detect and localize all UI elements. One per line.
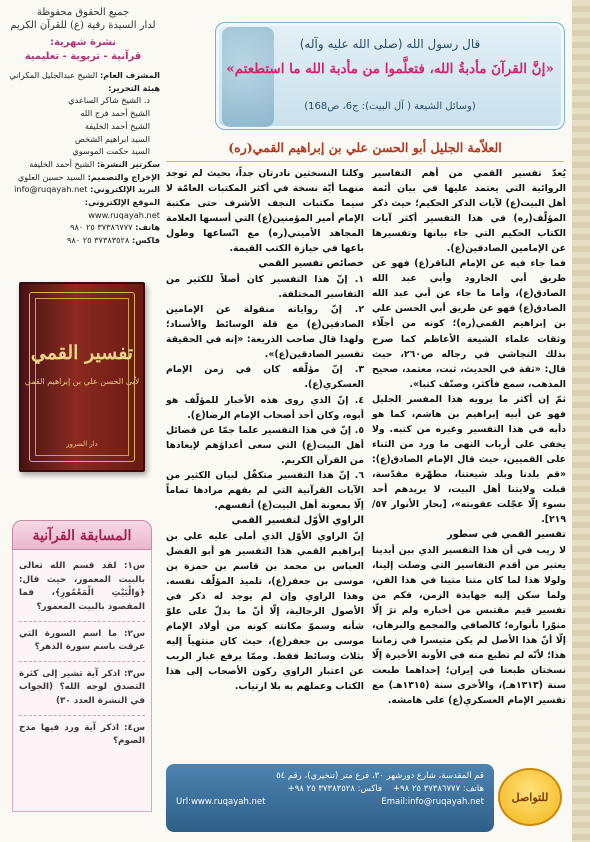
quiz-question: س٣: اذكر آية تشير إلى كثرة التصدق لوجه الله؟ (الجواب في النشرة العدد ٣٠) xyxy=(19,662,145,716)
board-member: الشيخ أحمد الخليفة xyxy=(84,120,150,131)
contact-links xyxy=(176,796,484,809)
footer-phone-label: هاتف: xyxy=(462,784,484,795)
gm-name: الشيخ عبدالجليل المكراني xyxy=(9,70,98,80)
footer-fax: ٣٧٣٨٣٥٢٨ ٢٥ ٩٨+ xyxy=(287,784,355,795)
article-paragraph: لا ريب في أن هذا التفسير الذي بين أيدينا يعتبر من أقدم التفاسير التي وصلت إلينا، ولولا هذا لما كان متنا متينا في هذا الفن، ولما سكن إليه جهابذة الزمن، فكم من تفسير قيم مقتبس من أخباره ولم ترَ إلّا منوّرا بأنواره؛ كالصافي والمجمع والبرهان، إلّا أنّ هذا الأصل لم يكن متيسرا في زماننا هذا؛ لأنّه لم تطبع منه في الأونة الأخيرة إلّا نسختان طبعتا في إيران؛ إحداهما طبعت سنة (١٣١٣هـ)، والأخرى سنة (١٣١٥هـ) مع تفسير الإمام العسكري(ع) على هامشه. xyxy=(372,544,566,707)
board-member: د. الشيخ شاكر الساعدي xyxy=(68,95,150,106)
section-heading: تفسير القمي في سطور xyxy=(447,529,566,541)
board-label: هيئة التحرير: xyxy=(108,82,160,93)
book-subtitle: لأبي الحسن علي بن إبراهيم القمي xyxy=(24,377,140,386)
contact-footer xyxy=(166,764,566,832)
hadith-source: (وسائل الشيعة ( آل البيت): ج6، ص168) xyxy=(304,101,476,112)
article-paragraph: ٢. إنّ رواياته منقولة عن الإمامين الصادقين(ع) مع قلة الوسائط والأسناد؛ ولهذا قال صاحب الذريعة: «إنه في الحقيقة تفسير الصادقين(ع)». xyxy=(166,304,364,361)
newsletter-type xyxy=(6,36,160,63)
article-paragraph: ٣. إنّ مؤلّفه كان في زمن الإمام العسكري(ع). xyxy=(166,364,364,391)
section-heading: الراوي الأوّل لتفسير القمي xyxy=(231,514,364,526)
board-member: الشيخ أحمد فرج الله xyxy=(80,108,150,119)
footer-email-link[interactable]: Email:info@ruqayah.net xyxy=(381,797,484,808)
publisher-text: لدار السيدة رقية (ع) للقرآن الكريم xyxy=(10,20,156,31)
contact-address: قم المقدسة، شارع دورشهر ٣٠، فرع متر (تنخيري)، رقم ٥٤ xyxy=(276,771,484,781)
design-label: الإخراج والتصميم: xyxy=(87,171,160,182)
article-paragraph: ٦. إنّ هذا التفسير متكفّل لبيان الكثير من الآيات القرآنية التي لم يفهم مرادها تماماً إلّا بمعونة أهل البيت(ع) أنفسهم. xyxy=(166,469,364,511)
quiz-question: س٢: ما اسم السورة التي عرفت باسم سورة الدهر؟ xyxy=(19,622,145,662)
email-link[interactable]: info@ruqayah.net xyxy=(14,184,88,195)
contact-phones xyxy=(176,783,484,796)
newsletter-topics: قرآنية - تربوية - تعليمية xyxy=(24,50,142,62)
quiz-question: س٤: اذكر آية ورد فيها مدح الصوم؟ xyxy=(19,722,145,747)
article-title: العلاّمة الجليل أبو الحسن علي بن إبراهيم القمي(ره) xyxy=(166,140,564,162)
contact-badge: للتواصل xyxy=(498,768,562,826)
article-paragraph: وكلتا النسختين نادرتان جداً، بحيث لم توجد منهما أيّة نسخة في أكثر المكتبات العامّة لا سيما مكتبات النجف الأشرف حتى مكتبة الإمام أمير المؤمنين(ع) التي أسسها العلامة المجاهد الأميني(ره) مع اتّساعها وطول باعها في حيازة الكتب القيمة. xyxy=(166,168,364,255)
article-paragraph: إنّ الراوي الأوّل الذي أملى عليه علي بن إبراهيم القمي هذا التفسير هو أبو الفضل العباس بن محمد بن قاسم بن حمزة بن موسى بن جعفر(ع)، تلميذ المؤلّف نفسه. وهذا الراوي وإن لم يوجد له ذكر في الأصول الرجالية، إلّا أنّ ما يدلّ على علوّ شأنه وسموّ مكانته كونه من أولاد الإمام موسى بن جعفر(ع)، حيث كان منتهياً إليه بثلاث وسائط فقط. وممّا يرفع غبار الريب عن اعتبار الراوي ركون الأصحاب إلى هذا الكتاب وعملهم به بلا ارتياب. xyxy=(166,530,364,693)
decorative-border xyxy=(572,0,590,842)
fax-label: فاكس: xyxy=(131,235,160,246)
article-column-left xyxy=(166,166,364,694)
quiz-title: المسابقة القرآنية xyxy=(12,520,152,550)
board-member: السيد ابراهيم الشخص xyxy=(74,133,150,144)
fax-number: ٣٧٣٨٣٥٢٨ ٢٥ ٩٨٠ xyxy=(66,235,130,246)
article-column-right xyxy=(372,166,566,709)
footer-fax-label: فاكس: xyxy=(357,784,383,795)
hadith-text: «إنَّ القرآنَ مأدبةُ الله، فتعلَّموا من مأدبة الله ما استطعتم» xyxy=(226,61,554,77)
design-name: السيد حسين العلوي xyxy=(17,171,86,182)
quiz-body xyxy=(12,550,152,812)
phone-number: ٣٧٣٨٦٧٧٧ ٢٥ ٩٨٠ xyxy=(70,222,133,233)
masthead xyxy=(6,6,160,32)
article-paragraph: فما جاء فيه عن الإمام الباقر(ع) فهو عن طريق أبي الجارود وأبي عبد الله الصادق(ع)، وأما ما جاء عن أبي عبد الله الصادق(ع) فهو عن طريق أبي الحسن علي بن إبراهيم القمي(ره)؛ كونه من أجلّاء وثقات علماء الشيعة الأعاظم كما صرح بذلك النجاشي في رجاله ص٢٦٠، حيث قال: «ثقة في الحديث، ثبت، معتمد، صحيح المذهب، سمع فأكثر، وصنّف كتبا». xyxy=(372,258,567,390)
hadith-attribution: قال رسول الله (صلى الله عليه وآله) xyxy=(299,37,481,51)
secretary-name: الشيخ أحمد الخليفة xyxy=(29,158,95,169)
section-heading: خصائص تفسير القمي xyxy=(258,258,364,270)
footer-phone: ٣٧٣٨٦٧٧٧ ٢٥ ٩٨+ xyxy=(392,784,461,795)
quiz-question: س١: لقد قسم الله تعالى بالبيت المعمور، حيث قال: ﴿وَالْبَيْتِ الْمَعْمُورِ﴾، فما المقصود بالبيت المعمور؟ xyxy=(19,554,145,622)
phone-label: هاتف: xyxy=(135,222,160,233)
footer-url-link[interactable]: Url:www.ruqayah.net xyxy=(176,797,266,808)
book-publisher: دار السرور xyxy=(66,440,98,448)
board-member: السيد حكمت الموسوي xyxy=(72,146,150,157)
article-paragraph: يُعدّ تفسير القمي من أهم التفاسير الروائية التي يعتمد عليها في بيان أئمة أهل البيت(ع) لآيات الذكر الحكيم؛ حيث ذكر المؤلّف(ره) في هذا التفسير أكثر آيات الكتاب الحكيم التي جاء بيانها وتفسيرها عن الإمامين الصادقين(ع). xyxy=(372,168,566,255)
article-paragraph: ثمّ إن أكثر ما يرويه هذا المفسر الجليل فهو عن أبيه إبراهيم بن هاشم، كما هو دأبه في هذا التفسير وغيره من كتبه. ولا يخفى على أرباب النهى ما ورد من الثناء على القميين، حيث قال الإمام الصادق(ع): «قم بلدنا وبلد شيعتنا، مطهّرة مقدّسة، قبلت ولايتنا أهل البيت، لا يريدهم أحد بسوء إلّا عجّلت عقوبته»، [بحار الأنوار ٥٧/ ٢١٩]. xyxy=(372,393,566,526)
article-paragraph: ٤. إنّ الذي روى هذه الأخبار للمؤلّف هو أبوه، وكان أحد أصحاب الإمام الرضا(ع). xyxy=(166,394,364,421)
staff-list xyxy=(6,69,160,247)
hadith-banner xyxy=(215,22,565,130)
article-paragraph: ٥. إنّ في هذا التفسير علما جمّا عن فضائل أهل البيت(ع) التي سعى أعداؤهم لإبعادها من القرآن الكريم. xyxy=(166,424,364,466)
gm-label: المشرف العام: xyxy=(99,70,160,80)
quran-quiz xyxy=(12,520,152,820)
newsletter-type-label: نشرة شهرية: xyxy=(49,37,116,48)
article-paragraph: ١. إنّ هذا التفسير كان أصلاً للكثير من التفاسير المختلفة. xyxy=(166,274,364,301)
site-label: الموقع الإلكتروني: xyxy=(84,197,160,208)
book-title: تفسير القمي xyxy=(30,342,134,364)
email-label: البريد الإلكتروني: xyxy=(90,184,160,195)
secretary-label: سكرتير النشرة: xyxy=(96,158,160,169)
site-link[interactable]: www.ruqayah.net xyxy=(88,209,160,220)
book-cover-image xyxy=(19,282,145,472)
rights-text: جميع الحقوق محفوظة xyxy=(36,7,130,18)
contact-box xyxy=(166,764,494,832)
